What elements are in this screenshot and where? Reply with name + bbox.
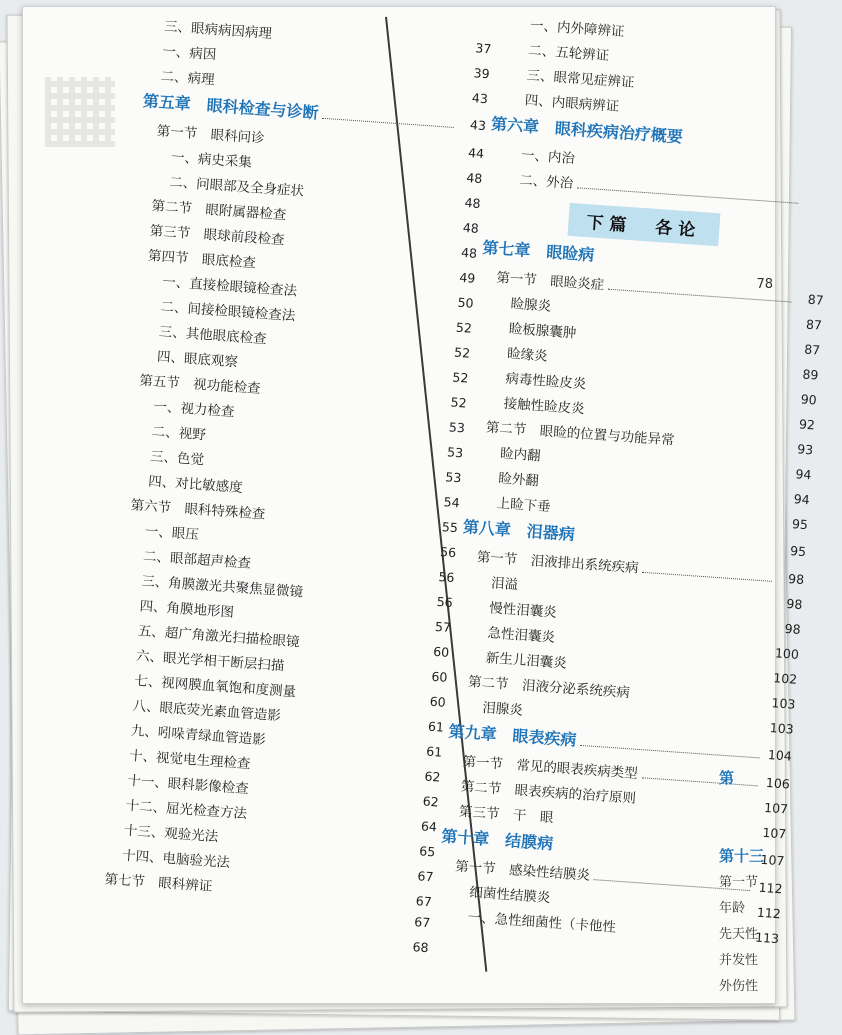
toc-page-number: 60 <box>431 668 448 685</box>
toc-entry-title: 第四节 眼底检查 <box>147 247 257 272</box>
toc-page-number <box>811 74 839 76</box>
toc-entry-title: 睑外翻 <box>497 470 540 490</box>
toc-page-number: 98 <box>787 570 805 588</box>
toc-page-number: 103 <box>769 720 795 737</box>
toc-page-number: 48 <box>465 169 483 187</box>
toc-page-number: 62 <box>424 768 441 785</box>
toc-entry-title: 三、其他眼底检查 <box>158 323 268 348</box>
toc-entry-title: 第五节 视功能检查 <box>138 372 262 398</box>
toc-page-number: 55 <box>441 519 459 536</box>
toc-entry-title: 第七节 眼科辨证 <box>103 871 213 895</box>
toc-entry-title: 十四、电脑验光法 <box>121 847 231 872</box>
toc-entry-title: 睑缘炎 <box>506 345 549 365</box>
toc-page-number: 113 <box>754 929 780 947</box>
toc-page-number: 87 <box>807 291 825 308</box>
toc-entry-title: 第二节 泪液分泌系统疾病 <box>467 673 631 702</box>
toc-page-number: 95 <box>791 516 809 533</box>
toc-entry-title: 一、直接检眼镜检查法 <box>161 274 298 300</box>
toc-page-number: 61 <box>427 718 445 735</box>
toc-page-number: 106 <box>765 774 791 792</box>
dot-leader <box>580 745 760 759</box>
toc-entry-title: 第三节 眼球前段检查 <box>149 223 286 249</box>
toc-page-number: 104 <box>767 747 793 764</box>
toc-page-number: 87 <box>803 341 821 358</box>
toc-entry-title: 上睑下垂 <box>496 495 552 516</box>
toc-entry-title: 四、对比敏感度 <box>147 473 244 497</box>
toc-entry-title: 十二、屈光检查方法 <box>125 797 248 823</box>
toc-page-number: 49 <box>458 269 476 286</box>
toc-entry-title: 第一节 眼科问诊 <box>156 123 266 147</box>
toc-page-number: 94 <box>793 491 811 508</box>
toc-page-number: 100 <box>774 645 800 662</box>
toc-entry-title: 病毒性睑皮炎 <box>504 370 587 393</box>
toc-page-number: 107 <box>761 824 787 842</box>
toc-page-number: 65 <box>418 843 436 860</box>
toc-edge-fragment <box>719 277 775 1007</box>
toc-page-number: 48 <box>460 244 478 261</box>
toc-page-number: 54 <box>443 494 461 511</box>
toc-page-number: 53 <box>448 419 466 436</box>
edge-fragment-text: 第十三 <box>719 847 765 865</box>
toc-page-number: 107 <box>763 799 789 817</box>
dot-leader <box>322 118 454 128</box>
toc-page-number: 94 <box>795 466 812 483</box>
toc-right-column <box>429 11 842 952</box>
toc-page-number: 90 <box>800 391 818 408</box>
toc-entry-title: 三、眼常见症辨证 <box>526 67 635 92</box>
toc-entry-title: 三、角膜激光共聚焦显微镜 <box>140 573 304 601</box>
toc-page-number: 67 <box>417 868 434 885</box>
toc-entry-title: 三、眼病病因病理 <box>163 18 273 43</box>
toc-entry-title: 第七章 眼睑病 <box>481 237 595 265</box>
edge-fragment-text <box>719 793 775 819</box>
toc-entry-title: 第二节 眼表疾病的治疗原则 <box>460 778 637 807</box>
toc-entry-title: 第一节 常见的眼表疾病类型 <box>462 753 639 782</box>
qr-code-watermark <box>45 77 115 147</box>
toc-entry-title: 十、视觉电生理检查 <box>128 747 251 773</box>
edge-fragment-text: 先天性 <box>719 927 759 942</box>
toc-page-number: 52 <box>450 394 468 411</box>
toc-page-number: 57 <box>434 618 452 635</box>
toc-page-number: 68 <box>412 939 430 956</box>
toc-entry-title: 二、视野 <box>151 423 207 444</box>
toc-page-number: 56 <box>437 569 455 586</box>
toc-page-number: 48 <box>464 194 482 211</box>
edge-fragment-text: 第一节 <box>719 875 759 890</box>
toc-page-number: 98 <box>785 595 803 613</box>
toc-entry-title: 第六章 眼科疾病治疗概要 <box>490 114 684 147</box>
toc-page-number: 103 <box>771 695 796 712</box>
toc-entry-title: 二、病理 <box>160 68 216 89</box>
toc-page-number: 62 <box>422 793 440 810</box>
toc-page-number <box>802 204 830 206</box>
toc-entry-title: 第三节 干 眼 <box>458 803 554 827</box>
toc-page-number: 48 <box>462 219 480 236</box>
toc-page-number: 98 <box>784 620 802 637</box>
toc-page-number: 52 <box>455 319 473 336</box>
toc-page-number: 112 <box>758 879 783 897</box>
toc-entry-title: 睑板腺囊肿 <box>508 320 577 342</box>
toc-page-number <box>804 179 832 181</box>
toc-page-number: 102 <box>772 670 798 687</box>
toc-entry-title: 第二节 眼睑的位置与功能异常 <box>485 419 676 449</box>
toc-entry-title: 十三、观验光法 <box>123 822 219 846</box>
toc-page-number: 60 <box>432 643 450 660</box>
edge-page-fragment: 78 <box>756 277 773 292</box>
toc-page-number: 53 <box>444 469 462 486</box>
part-heading: 下篇 各论 <box>568 202 721 245</box>
toc-entry-title: 一、视力检查 <box>153 398 235 421</box>
toc-entry-title: 六、眼光学相干断层扫描 <box>135 648 285 675</box>
toc-page-number: 93 <box>796 441 814 458</box>
toc-page-number: 50 <box>457 294 475 311</box>
toc-page-number: 92 <box>798 416 816 433</box>
toc-page-number: 87 <box>805 316 823 333</box>
toc-entry-title: 二、五轮辨证 <box>527 42 610 65</box>
toc-entry-title: 十一、眼科影像检查 <box>126 772 250 798</box>
toc-entry-title: 第二节 眼附属器检查 <box>150 198 287 224</box>
toc-page-number <box>808 124 836 126</box>
toc-entry-title: 四、内眼病辨证 <box>524 92 620 116</box>
toc-page-number: 89 <box>802 366 819 383</box>
toc-entry-title: 一、眼压 <box>144 523 200 544</box>
toc-page-number: 95 <box>789 543 807 560</box>
toc-page-number: 44 <box>467 145 485 162</box>
toc-page-number: 56 <box>436 593 454 611</box>
toc-entry-title: 第十章 结膜病 <box>440 826 554 854</box>
toc-page-number: 56 <box>439 544 457 561</box>
toc-entry-title: 九、吲哚青绿血管造影 <box>130 722 267 749</box>
toc-entry-title: 一、病史采集 <box>170 149 253 171</box>
toc-page-number <box>797 275 825 277</box>
toc-entry-title: 第九章 眼表疾病 <box>447 721 578 750</box>
toc-page-number: 37 <box>474 40 492 57</box>
toc-page-number: 107 <box>760 851 785 869</box>
toc-entry-title: 四、眼底观察 <box>156 348 239 371</box>
toc-entry-title: 一、内治 <box>520 147 576 168</box>
toc-entry-title: 二、外治 <box>518 172 574 192</box>
toc-entry-title: 新生儿泪囊炎 <box>485 650 568 672</box>
toc-entry-title: 八、眼底荧光素血管造影 <box>132 697 282 725</box>
toc-page-number: 52 <box>453 344 471 361</box>
toc-entry-title: 睑腺炎 <box>510 295 552 315</box>
toc-page-number: 67 <box>413 914 431 931</box>
toc-entry-title: 第一节 泪液排出系统疾病 <box>476 549 640 577</box>
toc-entry-title: 七、视网膜血氧饱和度测量 <box>133 673 297 701</box>
toc-entry-title: 三、色觉 <box>149 448 205 469</box>
toc-entry-title: 第一节 感染性结膜炎 <box>454 858 591 884</box>
toc-entry-title: 慢性泪囊炎 <box>488 600 558 621</box>
edge-fragment-text: 并发性 <box>719 953 759 968</box>
toc-entry-title: 一、病因 <box>161 43 217 64</box>
toc-entry-title: 第六节 眼科特殊检查 <box>130 497 266 523</box>
toc-page-number: 52 <box>451 369 469 386</box>
toc-entry-title: 第五章 眼科检查与诊断 <box>142 91 320 123</box>
toc-page-number: 43 <box>469 117 487 134</box>
toc-entry-title: 泪腺炎 <box>481 699 524 719</box>
toc-page-number: 53 <box>446 444 464 461</box>
edge-fragment-text: 外伤性 <box>719 979 759 994</box>
toc-entry-title: 四、角膜地形图 <box>139 598 235 621</box>
toc-entry-title: 一、急性细菌性（卡他性 <box>467 909 617 936</box>
toc-page-number <box>813 49 841 51</box>
toc-entry-title: 二、问眼部及全身症状 <box>168 174 305 200</box>
edge-fragment-text: 第 <box>719 769 735 787</box>
toc-entry-title: 接触性睑皮炎 <box>503 395 585 418</box>
toc-page-number: 43 <box>471 90 489 107</box>
toc-entry-title: 第一节 眼睑炎症 <box>495 269 605 294</box>
toc-entry-title: 五、超广角激光扫描检眼镜 <box>137 623 301 651</box>
toc-page-number: 64 <box>420 818 438 835</box>
toc-entry-title: 一、内外障辨证 <box>529 17 625 41</box>
dot-leader <box>642 572 772 582</box>
toc-page-number: 61 <box>425 743 443 760</box>
toc-entry-title: 睑内翻 <box>499 445 542 465</box>
toc-page-number: 67 <box>415 893 433 910</box>
edge-fragment-text: 年龄 <box>719 901 746 916</box>
toc-page-number: 112 <box>756 904 782 922</box>
toc-page-number: 39 <box>473 65 491 82</box>
toc-entry-title: 第八章 泪器病 <box>462 517 576 544</box>
edge-fragment-text <box>719 819 775 845</box>
toc-entry-title: 急性泪囊炎 <box>487 625 556 646</box>
toc-entry-title: 细菌性结膜炎 <box>468 884 551 907</box>
toc-entry-title: 二、眼部超声检查 <box>142 548 252 572</box>
toc-page <box>22 6 825 1004</box>
toc-page-number <box>810 99 838 101</box>
toc-entry-title: 泪溢 <box>490 575 519 594</box>
toc-left-column <box>78 13 492 965</box>
toc-entry-title: 二、间接检眼镜检查法 <box>159 298 296 325</box>
toc-page-number <box>806 151 834 153</box>
toc-page-number: 60 <box>429 693 447 710</box>
